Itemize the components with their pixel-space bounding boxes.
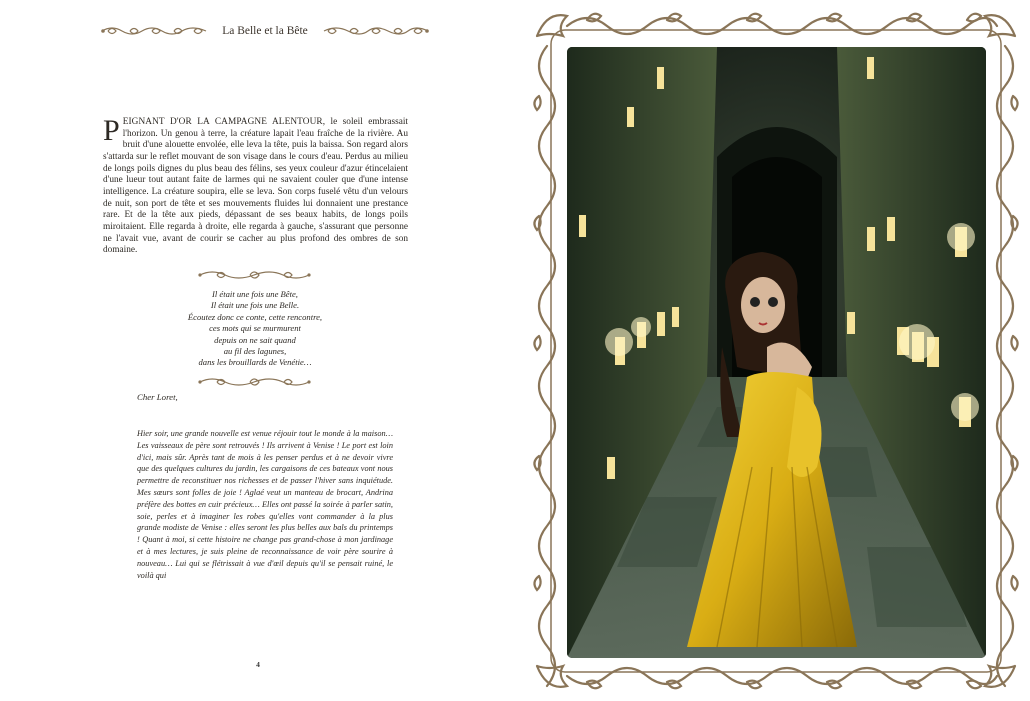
poem (150, 289, 360, 369)
right-scroll-ornament-icon (320, 24, 430, 38)
running-title: La Belle et la Bête (222, 25, 308, 37)
poem-line: Écoutez donc ce conte, cette rencontre, (187, 311, 323, 322)
poem-line: ces mots qui se murmurent (209, 323, 301, 334)
left-scroll-ornament-icon (100, 24, 210, 38)
letter-body: Hier soir, une grande nouvelle est venue réjouir tout le monde à la maison… Les vaisseaux de père sont retrouvés ! Ils arrivent à Venise ! Le port est loin d'ici, mais sûr. Après tant de mois à les penser perdus et à ne devoir vivre que des quelques cultures du jardin, les cargaisons de ces bateaux vont nous permettre de reconstituer nos richesses et de passer l'hiver sans inquiétude. Mes sœurs sont folles de joie ! Aglaé veut un manteau de brocart, Andrina préfère des bottes en cuir précieux… Elles ont passé la soirée à parler satin, soie, perles et à imaginer les robes qu'elles vont commander à la plus grande modiste de Venise : elles seront les plus belles aux bals du printemps ! Quant à moi, si cette histoire ne change pas grand-chose à mon jardinage et à mes lectures, je suis pleine de reconnaissance de voir père sourire à nouveau… Lui qui se flétrissait à vue d'œil depuis qu'il se pensait ruiné, le voilà qui (137, 429, 393, 580)
poem-bottom-ornament-icon (197, 375, 312, 389)
poem-top-ornament-icon (197, 268, 312, 282)
lead-in: EIGNANT D'OR LA CAMPAGNE ALENTOUR, (122, 117, 326, 127)
poem-line: au fil des lagunes, (223, 346, 287, 357)
drop-cap: P (103, 114, 120, 147)
poem-line: Il était une fois une Belle. (210, 300, 300, 311)
story-paragraph (103, 114, 408, 257)
page-number: 4 (256, 660, 260, 669)
paragraph-text: le soleil embrassait l'horizon. Un genou à terre, la créature lapait l'eau fraîche de la rivière. Au bruit d'une alouette envolée, elle leva la tête, puis la baissa. Son regard alors s'attarda sur le reflet mouvant de son visage dans le cours d'eau. Perdus au milieu de longs poils dignes du plus beau des félins, ses yeux couleur d'azur étincelaient d'une lueur tout autant faite de larmes qui ne savaient couler que d'une intense intelligence. La créature soupira, elle se leva. Son corps fuselé vêtu d'un velours de nuit, son port de tête et ses mouvements fluides lui donnaient une prestance rare. Et de la tête aux pieds, dépassant de ses beaux habits, de longs poils miroitaient. Elle regarda à droite, elle regarda à gauche, s'assurant que personne ne l'avait vue, avant de courir se cacher au plus profond des ombres de son domaine. (103, 117, 408, 256)
poem-line: Il était une fois une Bête, (212, 289, 298, 299)
illustration-belle-in-gallery (567, 47, 986, 658)
letter-salutation: Cher Loret, (137, 392, 178, 402)
running-header (100, 20, 430, 42)
poem-line: dans les brouillards de Venétie… (198, 357, 312, 368)
poem-line: depuis on ne sait quand (214, 334, 296, 345)
